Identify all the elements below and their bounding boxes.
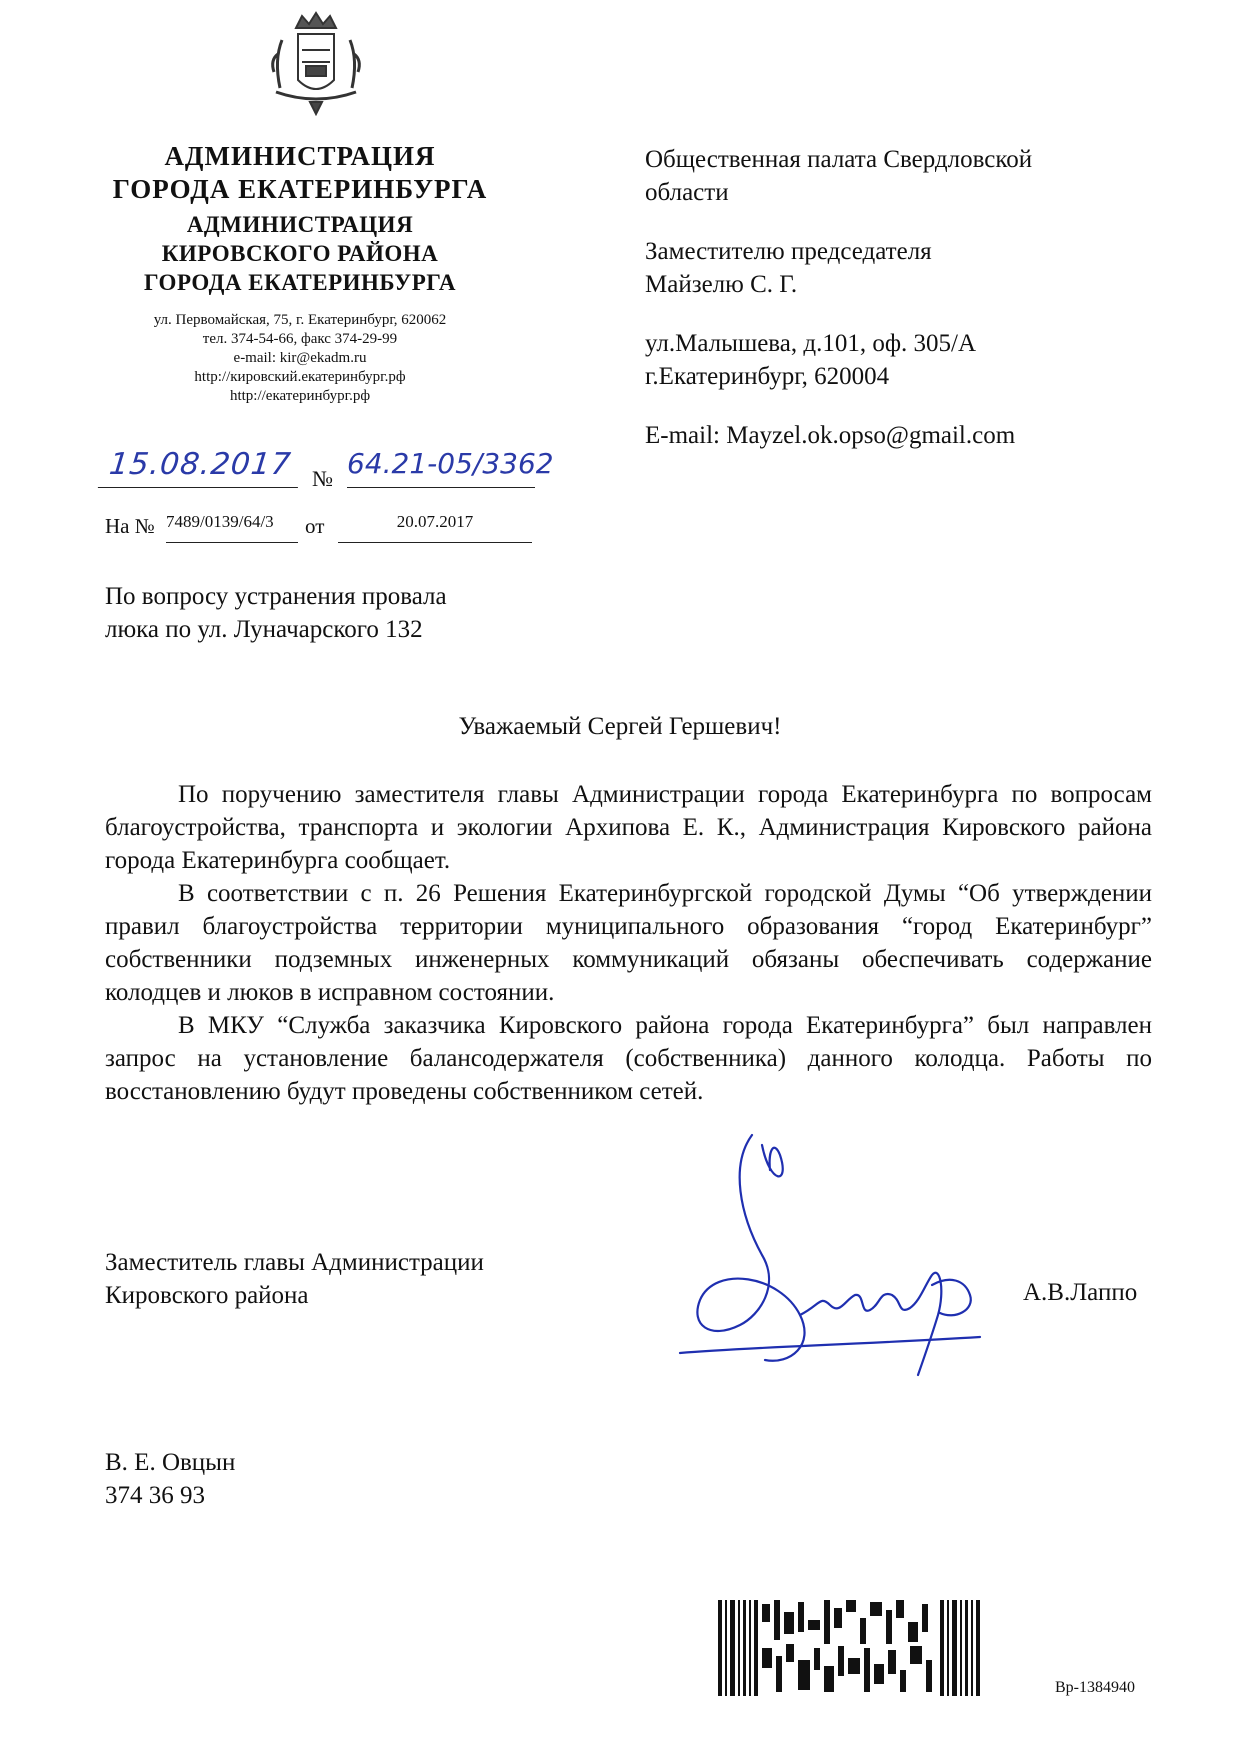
reference-date: 20.07.2017 <box>338 512 532 543</box>
sender-contacts <box>100 311 500 406</box>
registration-date: 15.08.2017 <box>98 447 302 488</box>
document-id: Вр-1384940 <box>1055 1679 1135 1696</box>
executor-name: В. Е. Овцын <box>105 1449 236 1476</box>
greeting: Уважаемый Сергей Гершевич! <box>458 713 782 740</box>
registration-number-symbol: № <box>312 466 333 491</box>
handwritten-signature-icon <box>670 1125 990 1395</box>
signatory-title-line1: Заместитель главы Администрации <box>105 1249 484 1276</box>
sender-organization <box>100 140 500 406</box>
body-paragraph-1: По поручению заместителя главы Администрации города Екатеринбурга по вопросам благоустройства, транспорта и экологии Архипова Е. К., Администрация Кировского района города Екатеринбурга сообщает. <box>105 781 1152 874</box>
subject-line2: люка по ул. Луначарского 132 <box>105 616 423 643</box>
barcode-icon <box>718 1600 980 1696</box>
contact-email: e-mail: kir@ekadm.ru <box>233 350 367 366</box>
recipient-address-line1: ул.Малышева, д.101, оф. 305/А <box>645 330 977 357</box>
contact-phone: тел. 374-54-66, факс 374-29-99 <box>202 331 398 347</box>
subject-line1: По вопросу устранения провала <box>105 583 447 610</box>
letter-body <box>105 778 1152 1108</box>
coat-of-arms-icon <box>262 10 370 116</box>
reference-number: 7489/0139/64/3 <box>166 512 298 543</box>
recipient-address-line2: г.Екатеринбург, 620004 <box>645 363 890 390</box>
org-sub-line1: АДМИНИСТРАЦИЯ <box>186 212 414 237</box>
org-sub-line3: ГОРОДА ЕКАТЕРИНБУРГА <box>144 270 456 295</box>
org-main-line2: ГОРОДА ЕКАТЕРИНБУРГА <box>112 174 488 204</box>
contact-address: ул. Первомайская, 75, г. Екатеринбург, 620062 <box>153 312 447 328</box>
recipient-org-line2: области <box>645 179 729 206</box>
executor-block <box>105 1446 235 1512</box>
signatory-name: А.В.Лаппо <box>1023 1279 1138 1306</box>
registration-number: 64.21-05/3362 <box>347 447 535 488</box>
body-paragraph-2: В соответствии с п. 26 Решения Екатеринбургской городской Думы “Об утверждении правил благоустройства территории муниципального образования “город Екатеринбург” собственники подземных инженерных коммуникаций обязаны обеспечивать содержание колодцев и люков в исправном состоянии. <box>105 880 1152 1006</box>
signatory-title-line2: Кировского района <box>105 1282 309 1309</box>
contact-website-city: http://екатеринбург.рф <box>229 388 371 404</box>
body-paragraph-3: В МКУ “Служба заказчика Кировского района города Екатеринбурга” был направлен запрос на установление балансодержателя (собственника) данного колодца. Работы по восстановлению будут проведены собственником сетей. <box>105 1012 1152 1105</box>
recipient-email: E-mail: Mayzel.ok.opso@gmail.com <box>645 422 1016 449</box>
signatory-title <box>105 1246 484 1312</box>
recipient-name: Майзелю С. Г. <box>645 271 798 298</box>
recipient-block <box>645 143 1165 452</box>
recipient-org-line1: Общественная палата Свердловской <box>645 146 1033 173</box>
letter-subject <box>105 580 545 646</box>
org-main-line1: АДМИНИСТРАЦИЯ <box>164 141 436 171</box>
org-sub-line2: КИРОВСКОГО РАЙОНА <box>161 241 439 266</box>
executor-phone: 374 36 93 <box>105 1482 205 1509</box>
recipient-position: Заместителю председателя <box>645 238 932 265</box>
reference-from-label: от <box>305 514 325 538</box>
contact-website-district: http://кировский.екатеринбург.рф <box>194 369 406 385</box>
reference-label: На № <box>105 514 155 538</box>
